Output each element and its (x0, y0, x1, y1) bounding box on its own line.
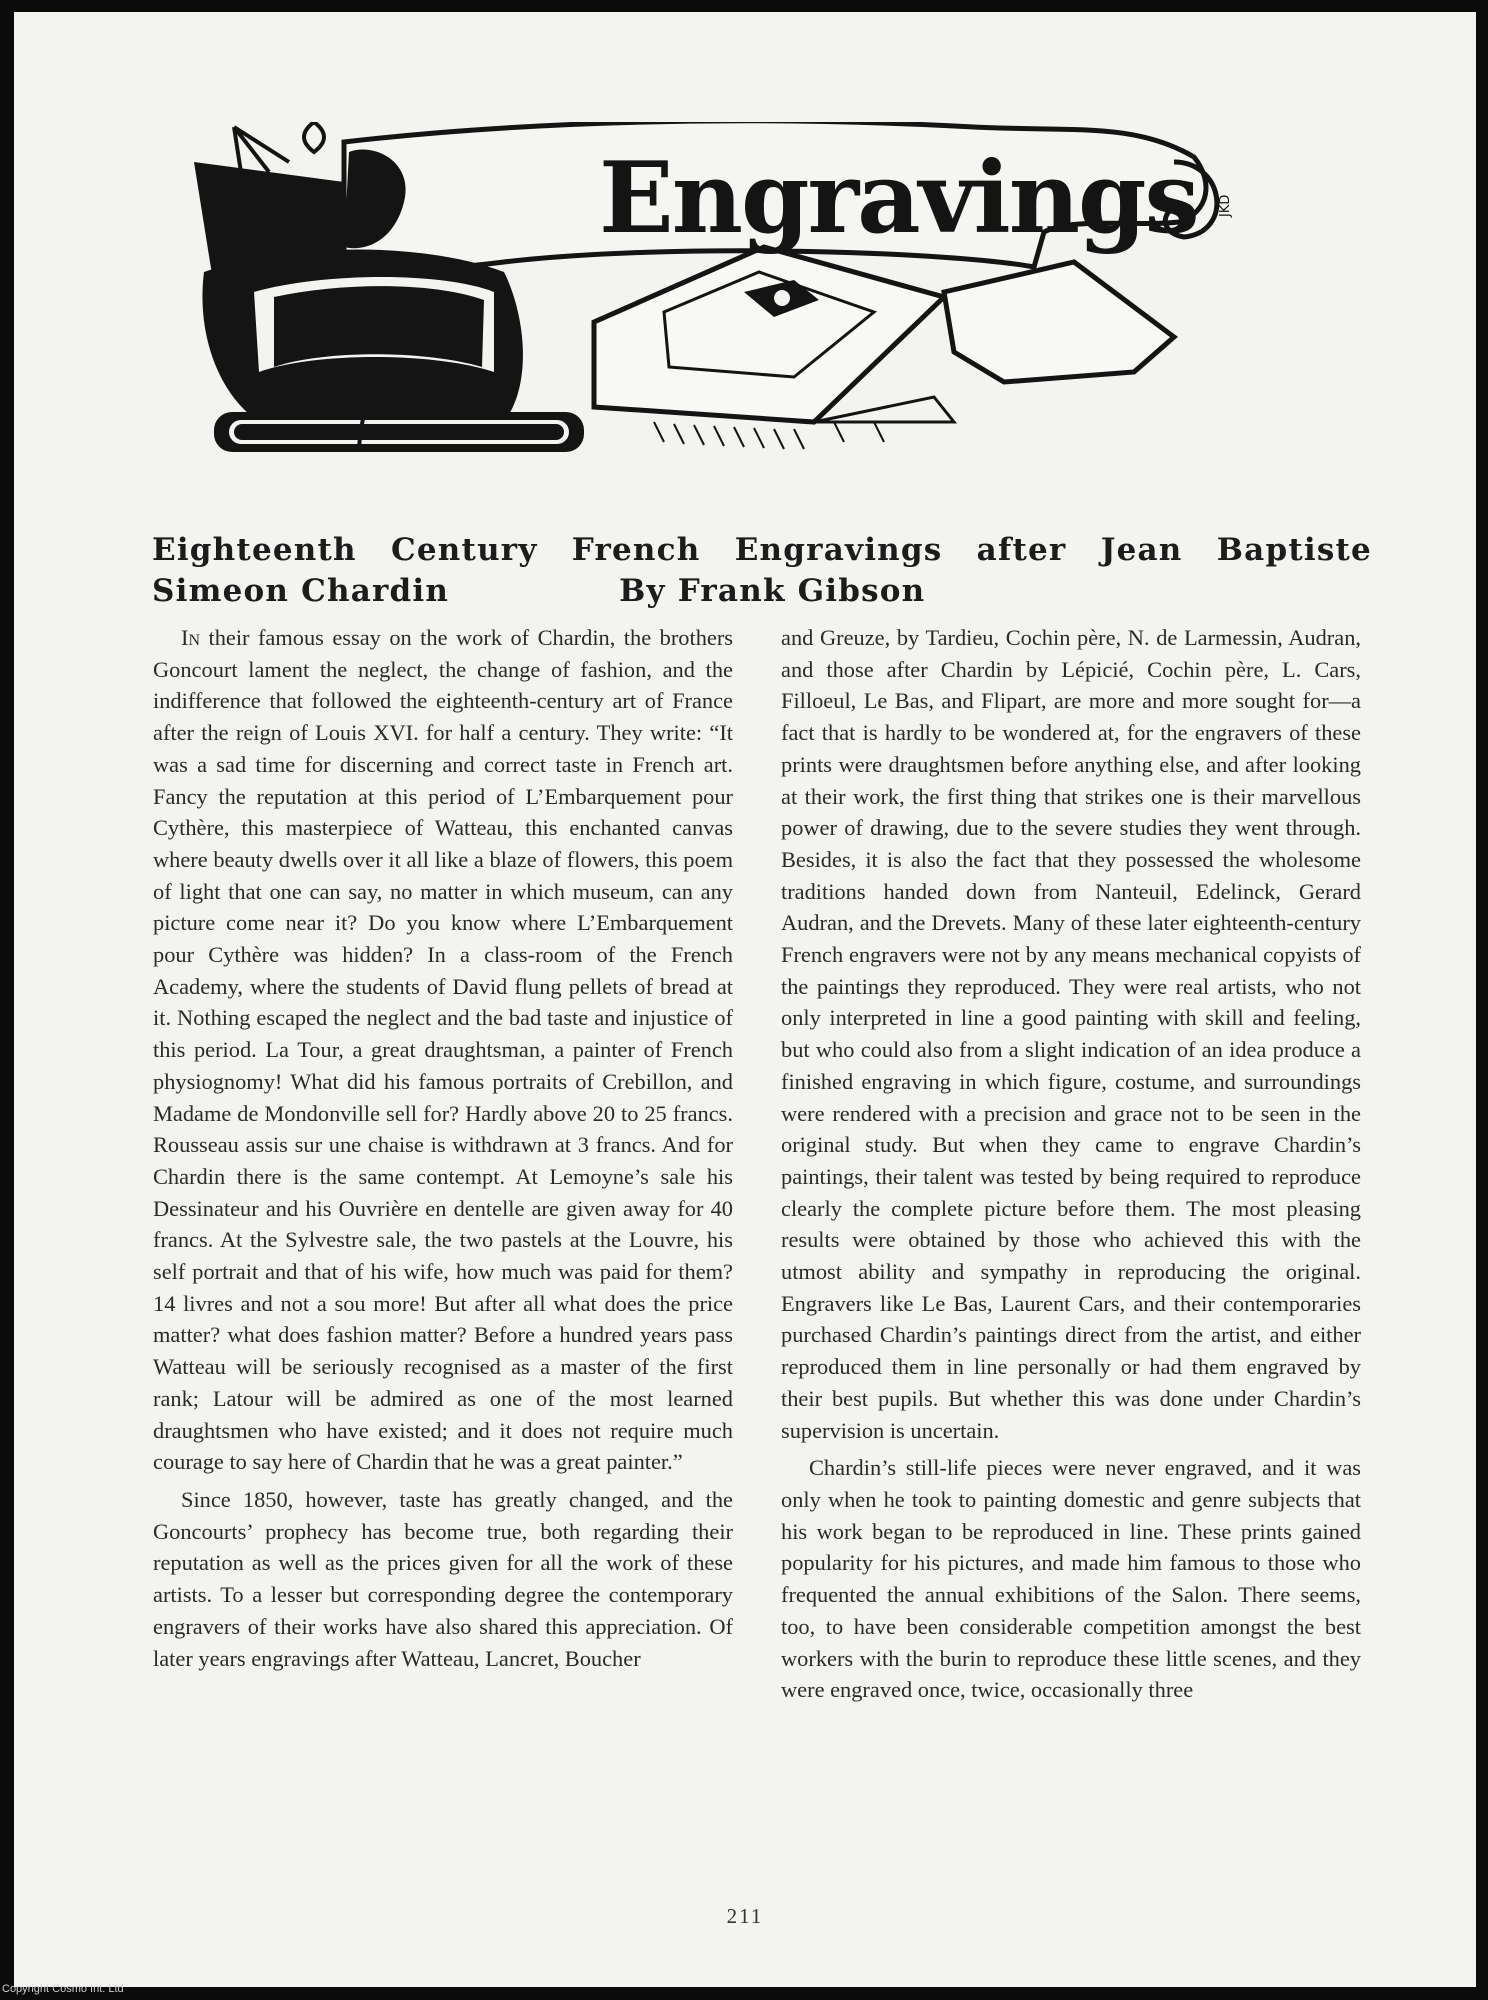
paragraph-text: their famous essay on the work of Chardin, the brothers Goncourt lament the neglect, the change of fashion, and the indifference that followed the eighteenth-century art of France after the reign of Louis XVI. for half a century. They write: “It was a sad time for discerning and correct taste in French art. Fancy the reputation at this period of L’Embarquement pour Cythère, this masterpiece of Watteau, this enchanted canvas where beauty dwells over it all like a blaze of flowers, this poem of light that one can say, no matter in which museum, can any picture come near it? Do you know where L’Embarquement pour Cythère was hidden? In a class-room of the French Academy, where the students of David flung pellets of bread at it. Nothing escaped the neglect and the bad taste and injustice of this period. La Tour, a great draughtsman, a painter of French physiognomy! What did his famous portraits of Crebillon, and Madame de Mondonville sell for? Hardly above 20 to 25 francs. Rousseau assis sur une chaise is withdrawn at 3 francs. And for Chardin there is the same contempt. At Lemoyne’s sale his Dessinateur and his Ouvrière en dentelle are given away for 40 francs. At the Sylvestre sale, the two pastels at the Louvre, his self portrait and that of his wife, how much was paid for them? 14 livres and not a sou more! But after all what does the price matter? what does fashion matter? Before a hundred years pass Watteau will be seriously recognised as a master of the first rank; Latour will be admired as one of the most learned draughtsmen who have existed; and it does not require much courage to say here of Chardin that he was a great painter.” (153, 625, 733, 1475)
headline-word: Baptiste (1216, 532, 1372, 568)
headline-word: Eighteenth (152, 532, 357, 568)
paragraph: Since 1850, however, taste has greatly changed, and the Goncourts’ prophecy has become true, both regarding their reputation as well as the prices given for all the work of these artists. To a lesser but corresponding degree the contemporary engravers of their works have also shared this appreciation. Of later years engravings after Watteau, Lancret, Boucher (153, 1486, 733, 1671)
copyright-notice: Copyright Cosmo Int. Ltd (2, 1983, 124, 1995)
headline-word: after (976, 532, 1067, 568)
page (14, 12, 1476, 1987)
right-column (781, 622, 1361, 1706)
byline: By Frank Gibson (619, 573, 926, 609)
engravings-banner-illustration (174, 122, 1344, 472)
monogram: JKD (1218, 194, 1233, 217)
paragraph: and Greuze, by Tardieu, Cochin père, N. de Larmessin, Audran, and those after Chardin by Lépicié, Cochin père, L. Cars, Filloeul, Le Bas, and Flipart, are more and more sought for—a fact that is hardly to be wondered at, for the engravers of these prints were draughtsmen before anything else, and after looking at their work, the first thing that strikes one is their marvellous power of drawing, due to the severe studies they went through. Besides, it is also the fact that they possessed the wholesome traditions handed down from Nanteuil, Edelinck, Gerard Audran, and the Drevets. Many of these later eighteenth-century French engravers were not by any means mechanical copyists of the paintings they reproduced. They were real artists, who not only interpreted in line a good painting with skill and feeling, but who could also from a slight indication of an idea produce a finished engraving in which figure, costume, and surroundings were rendered with a precision and grace not to be seen in the original study. But when they came to engrave Chardin’s paintings, their talent was tested by being required to reproduce clearly the complete picture before them. The most pleasing results were obtained by those who achieved this with the utmost ability and sympathy in reproducing the original. Engravers like Le Bas, Laurent Cars, and their contemporaries purchased Chardin’s paintings direct from the artist, and either reproduced them in line personally or had them engraved by their best pupils. But whether this was done under Chardin’s supervision is uncertain. (781, 625, 1361, 1443)
drop-lead: In (181, 625, 201, 650)
headline-line-2 (152, 571, 1372, 612)
paragraph: Chardin’s still-life pieces were never engraved, and it was only when he took to painting domestic and genre subjects that his work began to be reproduced in line. These prints gained popularity for his pictures, and made him famous to those who frequented the annual exhibitions of the Salon. There seems, too, to have been considerable competition amongst the best workers with the burin to reproduce these little scenes, and they were engraved once, twice, occasionally three (781, 1455, 1361, 1703)
headline-word: Engravings (734, 532, 943, 568)
headline-subject: Simeon Chardin (152, 573, 450, 609)
headline-word: French (571, 532, 701, 568)
headline-word: Century (391, 532, 538, 568)
page-number: 211 (726, 1904, 764, 1928)
left-column (153, 622, 733, 1674)
banner-word: Engravings (599, 141, 1198, 256)
headline-line-1 (152, 530, 1372, 571)
paragraph (153, 622, 733, 1478)
headline-word: Jean (1100, 532, 1183, 568)
article-headline (152, 530, 1372, 612)
